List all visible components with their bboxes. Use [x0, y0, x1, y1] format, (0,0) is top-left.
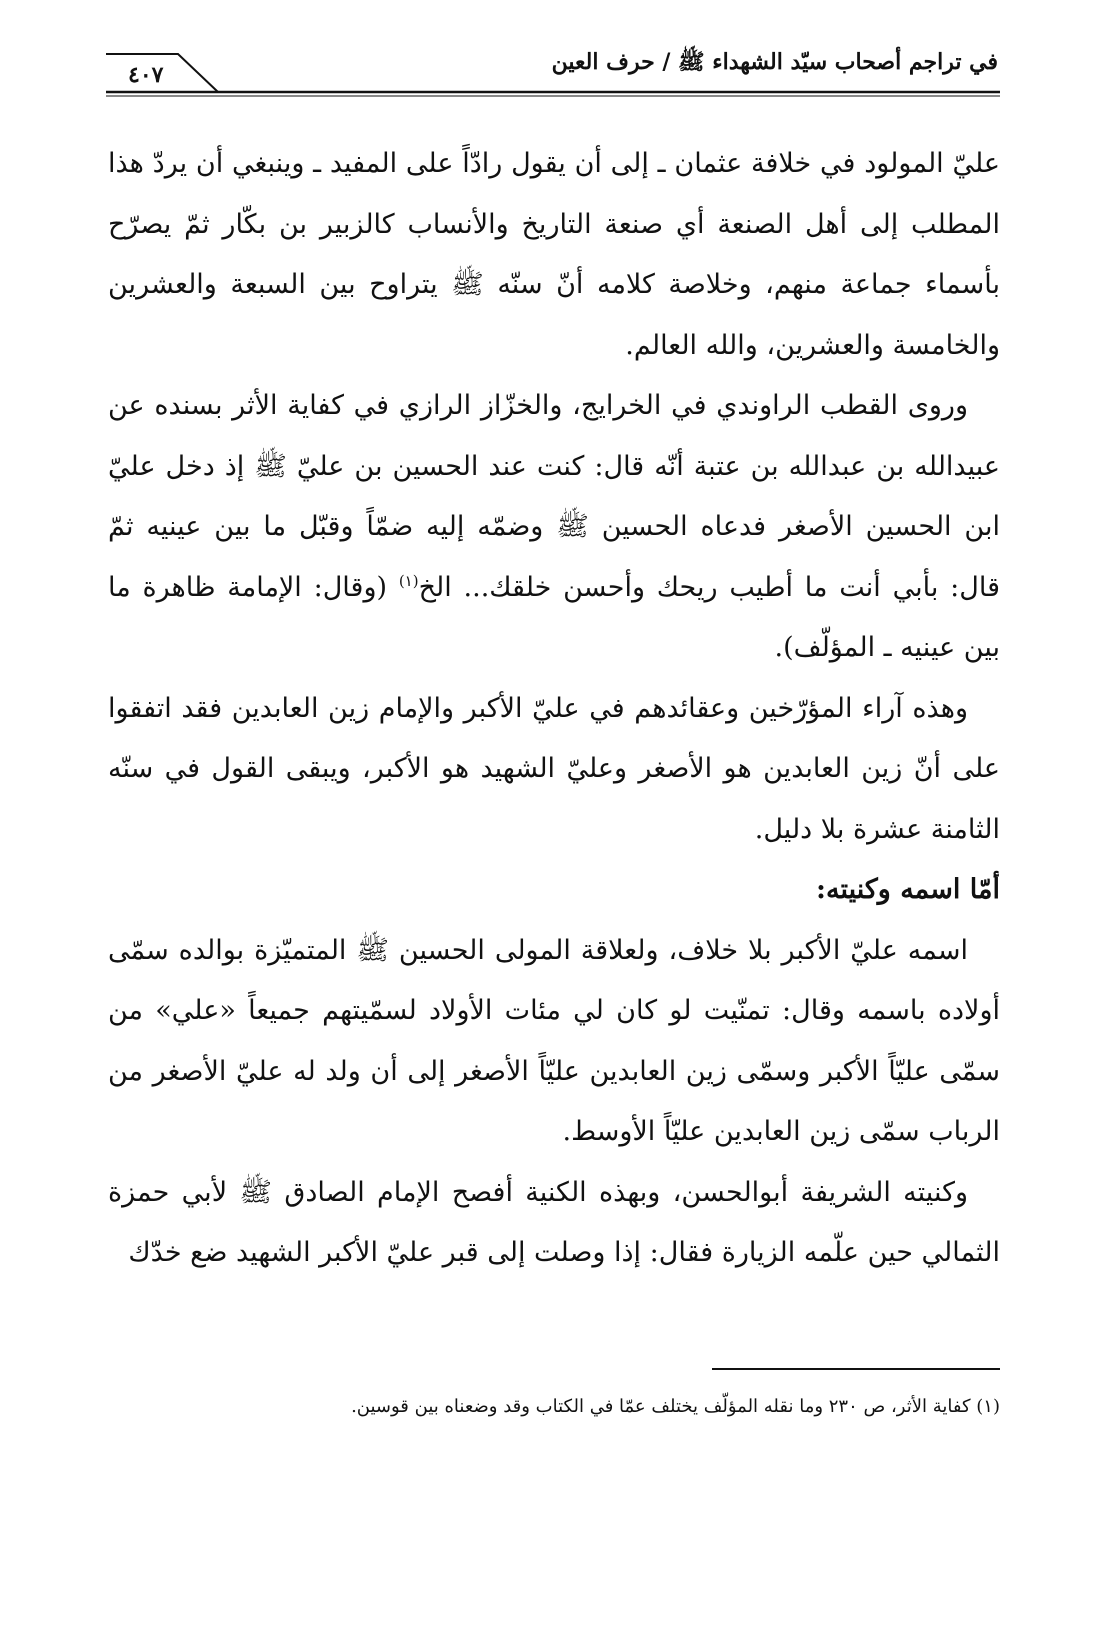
section-heading: أمّا اسمه وكنيته:: [816, 874, 1000, 905]
footnote-divider: [712, 1368, 1000, 1370]
paragraph: [108, 376, 1000, 679]
paragraph-text: (وقال: الإمامة ظاهرة ما بين عينيه ـ المؤلّف).: [108, 571, 1000, 663]
paragraph: اسمه عليّ الأكبر بلا خلاف، ولعلاقة المولى الحسين ﷺ المتميّزة بوالده سمّى أولاده باسمه وقال: تمنّيت لو كان لي مئات الأولاد لسمّيتهم جميعاً «علي» من سمّى عليّاً الأكبر وسمّى زين العابدين عليّاً الأصغر إلى أن ولد له عليّ الأصغر من الرباب سمّى زين العابدين عليّاً الأوسط.: [108, 934, 1000, 1147]
paragraph: عليّ المولود في خلافة عثمان ـ إلى أن يقول رادّاً على المفيد ـ وينبغي أن يردّ هذا المطلب إلى أهل الصنعة أي صنعة التاريخ والأنساب كالزبير بن بكّار ثمّ يصرّح بأسماء جماعة منهم، وخلاصة كلامه أنّ سنّه ﷺ يتراوح بين السبعة والعشرين والخامسة والعشرين، والله العالم.: [108, 148, 1000, 361]
footnote: (١) كفاية الأثر، ص ٢٣٠ وما نقله المؤلّف يختلف عمّا في الكتاب وقد وضعناه بين قوسين.: [351, 1396, 1000, 1417]
paragraph-text: وروى القطب الراوندي في الخرايج، والخزّاز الرازي في كفاية الأثر بسنده عن عبيدالله بن عبدالله بن عتبة أنّه قال: كنت عند الحسين بن عليّ ﷺ إذ دخل عليّ ابن الحسين الأصغر فدعاه الحسين ﷺ وضمّه إليه ضمّاً وقبّل ما بين عينيه ثمّ قال: بأبي أنت ما أطيب ريحك وأحسن خلقك... الخ: [108, 390, 1000, 603]
paragraph: وهذه آراء المؤرّخين وعقائدهم في عليّ الأكبر والإمام زين العابدين فقد اتفقوا على أنّ زين العابدين هو الأصغر وعليّ الشهيد هو الأكبر، ويبقى القول في سنّه الثامنة عشرة بلا دليل.: [108, 692, 1000, 845]
paragraph: وكنيته الشريفة أبوالحسن، وبهذه الكنية أفصح الإمام الصادق ﷺ لأبي حمزة الثمالي حين علّمه الزيارة فقال: إذا وصلت إلى قبر عليّ الأكبر الشهيد ضع خدّك: [108, 1176, 1000, 1268]
running-title: في تراجم أصحاب سيّد الشهداء ﷺ / حرف العين: [551, 49, 998, 75]
page-number: ٤٠٧: [128, 62, 164, 88]
footnote-marker[interactable]: (١): [398, 571, 419, 590]
body-text: [108, 134, 1000, 1284]
